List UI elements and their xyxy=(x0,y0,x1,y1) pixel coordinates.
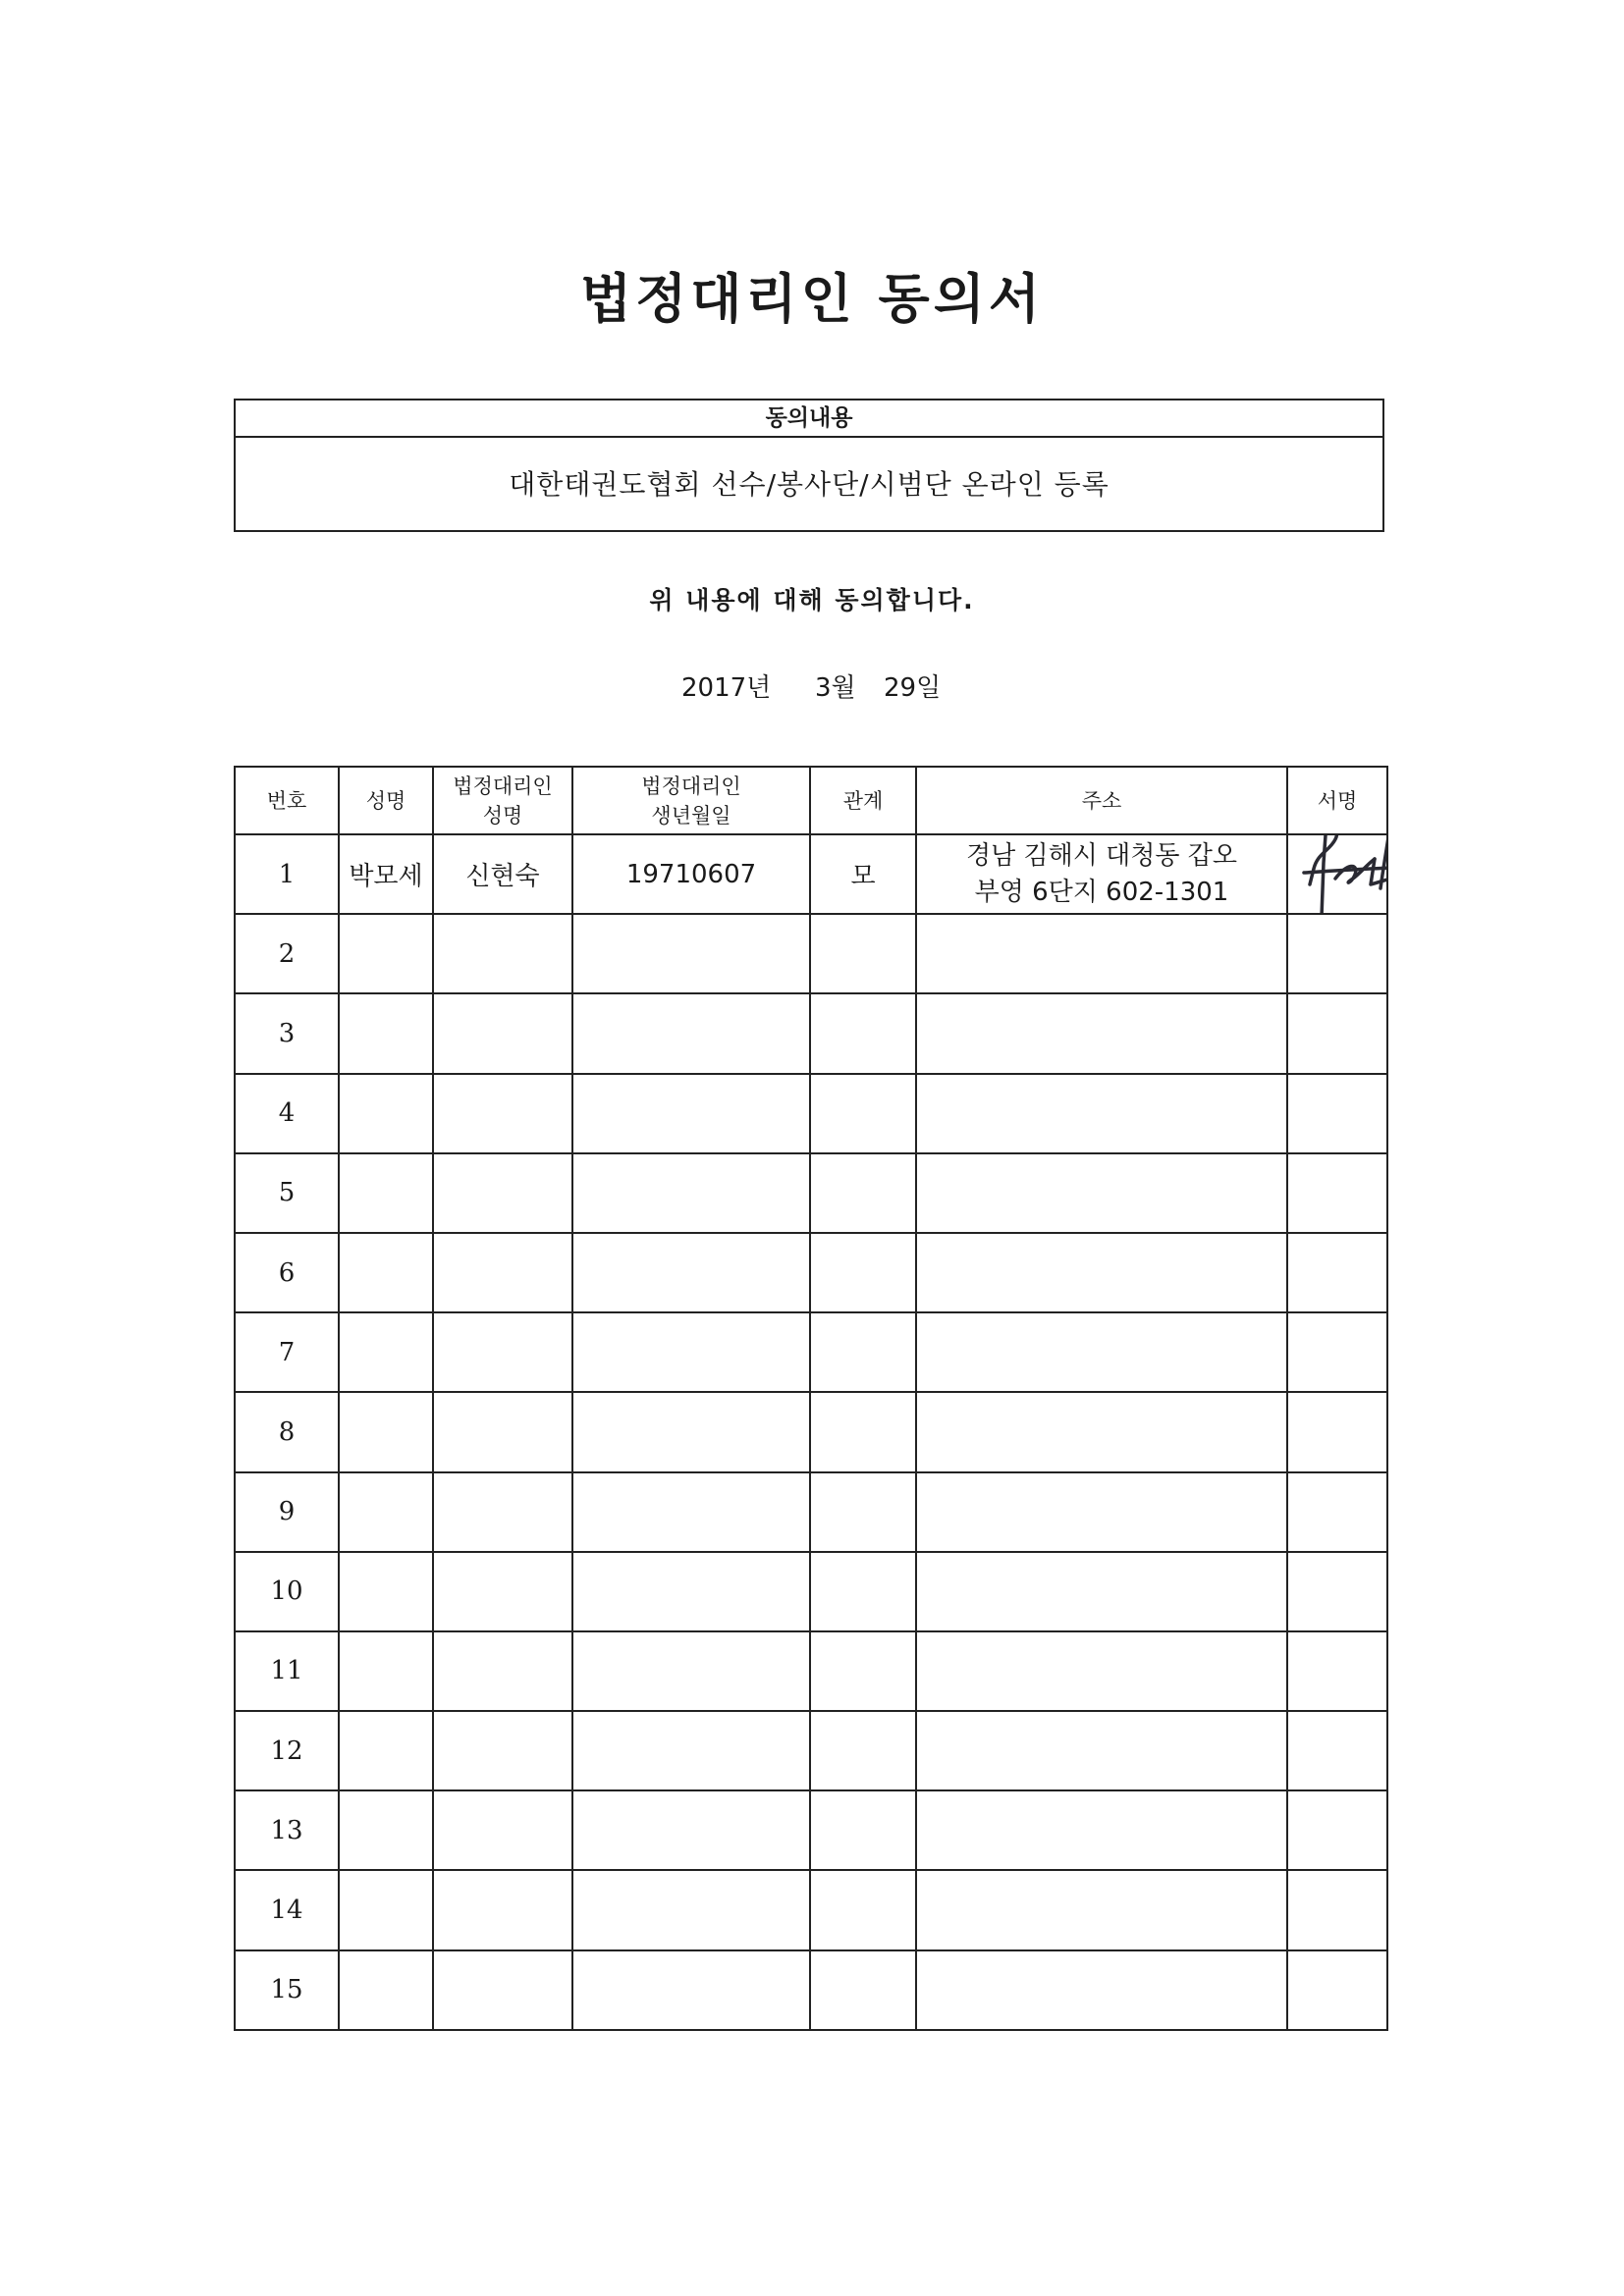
row-number: 9 xyxy=(235,1472,339,1552)
consent-body: 대한태권도협회 선수/봉사단/시범단 온라인 등록 xyxy=(509,468,1110,501)
table-header-row xyxy=(235,767,1387,834)
document-title: 법정대리인 동의서 xyxy=(579,268,1045,330)
row-relation xyxy=(810,993,916,1073)
table-row xyxy=(235,1950,1387,2030)
row-number: 7 xyxy=(235,1312,339,1392)
row-guardian-dob xyxy=(572,1074,810,1153)
date-month: 3월 xyxy=(815,673,856,703)
row-guardian-dob xyxy=(572,1392,810,1471)
row-number: 14 xyxy=(235,1870,339,1949)
row-guardian-name xyxy=(433,1552,572,1631)
row-name xyxy=(339,1631,433,1711)
row-address xyxy=(916,1074,1287,1153)
row-name xyxy=(339,1233,433,1312)
row-relation xyxy=(810,1870,916,1949)
row-number: 5 xyxy=(235,1153,339,1233)
header-guardian-dob: 법정대리인 생년월일 xyxy=(572,767,810,834)
row-address xyxy=(916,1950,1287,2030)
table-row xyxy=(235,1392,1387,1471)
row-guardian-dob xyxy=(572,914,810,993)
agreement-statement: 위 내용에 대해 동의합니다. xyxy=(649,586,975,614)
row-signature xyxy=(1287,834,1387,914)
row-address xyxy=(916,1472,1287,1552)
row-signature xyxy=(1287,1790,1387,1870)
row-name xyxy=(339,1552,433,1631)
table-row xyxy=(235,1790,1387,1870)
row-guardian-dob xyxy=(572,1950,810,2030)
row-address xyxy=(916,1233,1287,1312)
row-guardian-name xyxy=(433,1790,572,1870)
row-signature xyxy=(1287,1711,1387,1790)
row-signature xyxy=(1287,1950,1387,2030)
row-name xyxy=(339,993,433,1073)
row-name xyxy=(339,1392,433,1471)
row-signature xyxy=(1287,993,1387,1073)
table-row xyxy=(235,1312,1387,1392)
row-guardian-dob xyxy=(572,1153,810,1233)
consent-box xyxy=(234,399,1384,532)
row-signature xyxy=(1287,1472,1387,1552)
row-guardian-name xyxy=(433,1950,572,2030)
row-name xyxy=(339,1153,433,1233)
row-name xyxy=(339,1870,433,1949)
row-relation xyxy=(810,1552,916,1631)
row-number: 10 xyxy=(235,1552,339,1631)
row-signature xyxy=(1287,1312,1387,1392)
row-signature xyxy=(1287,1153,1387,1233)
row-name xyxy=(339,1950,433,2030)
table-row xyxy=(235,1870,1387,1949)
row-address xyxy=(916,1312,1287,1392)
row-relation xyxy=(810,1950,916,2030)
row-name xyxy=(339,914,433,993)
header-address: 주소 xyxy=(916,767,1287,834)
row-relation xyxy=(810,1153,916,1233)
table-row xyxy=(235,1233,1387,1312)
row-guardian-name: 신현숙 xyxy=(433,834,572,914)
row-number: 12 xyxy=(235,1711,339,1790)
table-row xyxy=(235,1711,1387,1790)
row-name xyxy=(339,1711,433,1790)
table-row xyxy=(235,1472,1387,1552)
row-relation xyxy=(810,1472,916,1552)
table-row xyxy=(235,834,1387,914)
date-day: 29일 xyxy=(884,673,942,703)
table-row xyxy=(235,993,1387,1073)
row-guardian-dob xyxy=(572,1312,810,1392)
row-guardian-dob xyxy=(572,1233,810,1312)
row-signature xyxy=(1287,1392,1387,1471)
row-guardian-name xyxy=(433,1472,572,1552)
row-guardian-name xyxy=(433,1312,572,1392)
row-address xyxy=(916,1552,1287,1631)
header-name: 성명 xyxy=(339,767,433,834)
row-guardian-name xyxy=(433,1870,572,1949)
header-number: 번호 xyxy=(235,767,339,834)
row-address xyxy=(916,914,1287,993)
row-name xyxy=(339,1790,433,1870)
guardian-table xyxy=(234,766,1388,2031)
consent-header: 동의내용 xyxy=(236,400,1382,438)
row-number: 2 xyxy=(235,914,339,993)
row-guardian-name xyxy=(433,1233,572,1312)
table-row xyxy=(235,1631,1387,1711)
row-guardian-dob xyxy=(572,1870,810,1949)
handwritten-signature xyxy=(1296,834,1387,914)
row-address xyxy=(916,1790,1287,1870)
row-address xyxy=(916,993,1287,1073)
row-guardian-name xyxy=(433,1392,572,1471)
row-relation xyxy=(810,1233,916,1312)
row-number: 11 xyxy=(235,1631,339,1711)
row-address xyxy=(916,1870,1287,1949)
row-number: 4 xyxy=(235,1074,339,1153)
row-relation xyxy=(810,1074,916,1153)
row-relation: 모 xyxy=(810,834,916,914)
row-relation xyxy=(810,1631,916,1711)
row-number: 3 xyxy=(235,993,339,1073)
row-guardian-name xyxy=(433,1153,572,1233)
row-address xyxy=(916,1631,1287,1711)
row-guardian-name xyxy=(433,1711,572,1790)
row-address xyxy=(916,1711,1287,1790)
row-signature xyxy=(1287,1074,1387,1153)
address-line-1: 경남 김해시 대청동 갑오 xyxy=(966,840,1237,871)
row-name xyxy=(339,1074,433,1153)
row-number: 1 xyxy=(235,834,339,914)
row-guardian-dob xyxy=(572,1552,810,1631)
row-guardian-dob xyxy=(572,1790,810,1870)
row-name xyxy=(339,1472,433,1552)
header-relation: 관계 xyxy=(810,767,916,834)
row-relation xyxy=(810,1312,916,1392)
header-signature: 서명 xyxy=(1287,767,1387,834)
row-number: 15 xyxy=(235,1950,339,2030)
date-year: 2017년 xyxy=(681,673,772,703)
row-guardian-dob xyxy=(572,1711,810,1790)
row-signature xyxy=(1287,1631,1387,1711)
row-relation xyxy=(810,1392,916,1471)
row-relation xyxy=(810,1711,916,1790)
row-signature xyxy=(1287,1870,1387,1949)
row-name xyxy=(339,1312,433,1392)
row-number: 8 xyxy=(235,1392,339,1471)
row-relation xyxy=(810,1790,916,1870)
row-signature xyxy=(1287,1552,1387,1631)
row-address xyxy=(916,1392,1287,1471)
row-number: 6 xyxy=(235,1233,339,1312)
row-number: 13 xyxy=(235,1790,339,1870)
row-guardian-dob xyxy=(572,1631,810,1711)
row-name: 박모세 xyxy=(339,834,433,914)
row-guardian-name xyxy=(433,1631,572,1711)
row-address xyxy=(916,1153,1287,1233)
row-guardian-dob xyxy=(572,993,810,1073)
table-row xyxy=(235,914,1387,993)
row-guardian-name xyxy=(433,914,572,993)
row-signature xyxy=(1287,914,1387,993)
table-row xyxy=(235,1552,1387,1631)
row-signature xyxy=(1287,1233,1387,1312)
table-row xyxy=(235,1153,1387,1233)
row-relation xyxy=(810,914,916,993)
address-line-2: 부영 6단지 602-1301 xyxy=(974,877,1229,907)
row-guardian-dob xyxy=(572,1472,810,1552)
row-guardian-name xyxy=(433,993,572,1073)
row-address xyxy=(916,834,1287,914)
table-row xyxy=(235,1074,1387,1153)
header-guardian-name: 법정대리인 성명 xyxy=(433,767,572,834)
row-guardian-name xyxy=(433,1074,572,1153)
row-guardian-dob: 19710607 xyxy=(572,834,810,914)
